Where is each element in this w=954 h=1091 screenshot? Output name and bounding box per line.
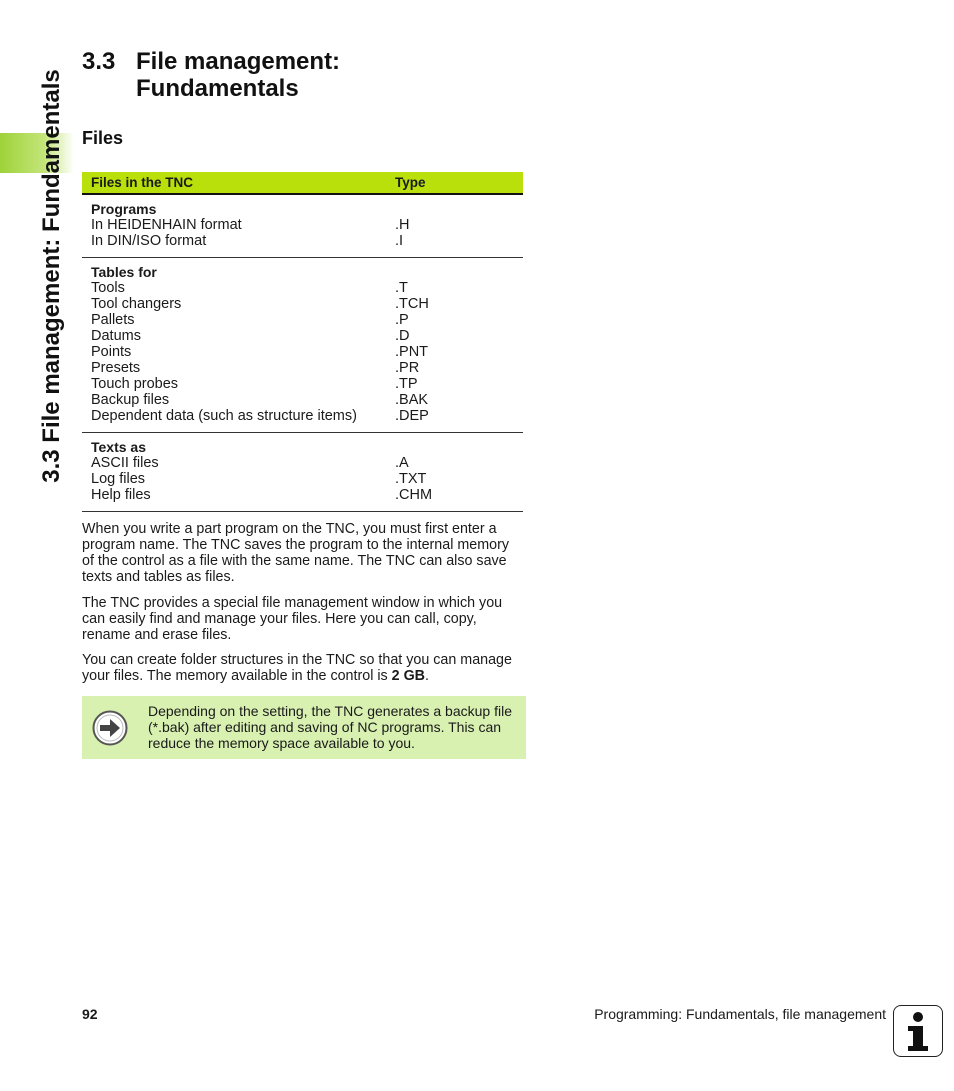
table-row [82, 344, 523, 360]
title-line-2: Fundamentals [136, 75, 299, 102]
page-number: 92 [82, 1006, 98, 1022]
table-body [82, 195, 523, 512]
file-description: Tool changers [91, 296, 182, 312]
file-extension: .DEP [395, 408, 429, 424]
file-description: Presets [91, 360, 141, 376]
file-extension: .H [395, 217, 410, 233]
file-description: ASCII files [91, 455, 159, 471]
header-type: Type [395, 175, 426, 190]
table-row [82, 328, 523, 344]
group-title: Texts as [91, 439, 146, 455]
paragraph-2: The TNC provides a special file management window in which you can easily find and manage your files. Here you can call, copy, rename and erase files. [82, 595, 503, 643]
file-description: Tools [91, 280, 125, 296]
file-extension: .D [395, 328, 410, 344]
file-extension: .TCH [395, 296, 429, 312]
file-extension: .P [395, 312, 409, 328]
file-description: Pallets [91, 312, 135, 328]
table-group [82, 258, 523, 433]
table-row [82, 487, 523, 503]
file-extension: .PR [395, 360, 420, 376]
file-description: Dependent data (such as structure items) [91, 408, 357, 424]
group-title: Tables for [91, 264, 157, 280]
footer-chapter: Programming: Fundamentals, file management [594, 1006, 886, 1022]
file-description: Touch probes [91, 376, 179, 392]
table-row [82, 296, 523, 312]
files-table [82, 172, 523, 512]
memory-size: 2 GB [391, 668, 426, 684]
file-extension: .A [395, 455, 409, 471]
table-row [82, 392, 523, 408]
note-text: Depending on the setting, the TNC generates a backup file (*.bak) after editing and saving of NC programs. This can reduce the memory space available to you. [148, 703, 512, 751]
header-files: Files in the TNC [91, 175, 194, 190]
page-title [82, 48, 340, 102]
info-icon [893, 1005, 943, 1057]
note-box [82, 696, 526, 759]
file-description: Help files [91, 487, 151, 503]
table-group [82, 433, 523, 512]
subheading-files: Files [82, 128, 124, 148]
section-number: 3.3 [82, 48, 116, 75]
file-extension: .BAK [395, 392, 429, 408]
paragraph-1: When you write a part program on the TNC, you must first enter a program name. The TNC saves the program to the internal memory of the control as a file with the same name. The TNC can also save texts and tables as files. [82, 521, 509, 585]
table-row [82, 471, 523, 487]
table-row [82, 312, 523, 328]
table-row [82, 360, 523, 376]
table-row [82, 408, 523, 424]
table-row [82, 233, 523, 249]
file-extension: .I [395, 233, 404, 249]
file-extension: .TP [395, 376, 418, 392]
file-extension: .T [395, 280, 408, 296]
file-description: Log files [91, 471, 146, 487]
arrow-right-icon [92, 710, 128, 746]
paragraph-3: You can create folder structures in the TNC so that you can manage your files. The memory available in the control is 2 GB. [82, 652, 512, 684]
table-row [82, 376, 523, 392]
file-description: Backup files [91, 392, 170, 408]
title-line-1: File management: [136, 48, 341, 75]
group-title: Programs [91, 201, 157, 217]
file-description: Points [91, 344, 132, 360]
table-row [82, 217, 523, 233]
table-row [82, 455, 523, 471]
file-description: In HEIDENHAIN format [91, 217, 242, 233]
file-extension: .CHM [395, 487, 433, 503]
file-extension: .PNT [395, 344, 429, 360]
table-group [82, 195, 523, 258]
file-description: In DIN/ISO format [91, 233, 207, 249]
table-row [82, 280, 523, 296]
file-description: Datums [91, 328, 141, 344]
table-header [82, 172, 523, 195]
file-extension: .TXT [395, 471, 427, 487]
